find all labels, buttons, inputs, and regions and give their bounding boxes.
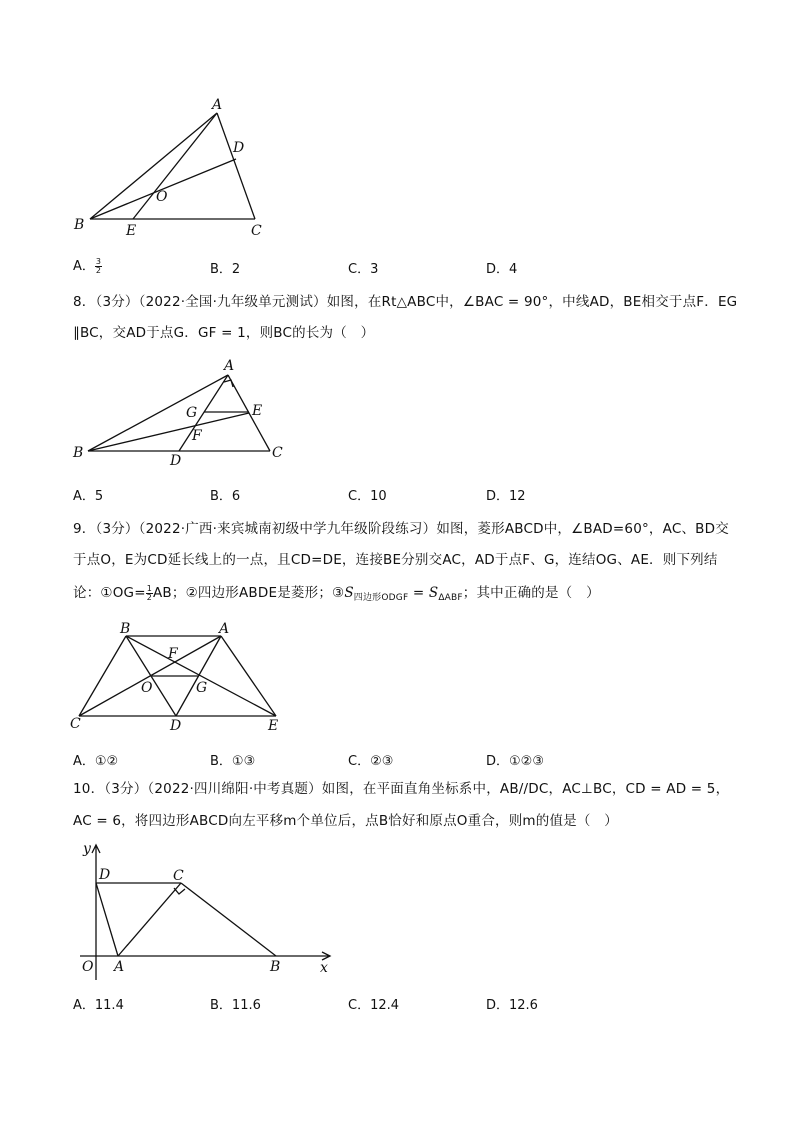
q10-option-a[interactable]: A．11.4: [73, 998, 124, 1013]
q10-option-b[interactable]: B．11.6: [210, 998, 261, 1013]
q7-label-C: C: [251, 223, 262, 239]
q8-option-c[interactable]: C．10: [348, 489, 387, 504]
q9-label-O: O: [141, 680, 153, 696]
q7-option-a[interactable]: A． $\frac{3}{2}$: [73, 257, 101, 275]
q8-option-b[interactable]: B．6: [210, 489, 241, 504]
q9-label-F: F: [168, 646, 178, 662]
q9-label-G: G: [196, 680, 208, 696]
q7-label-O: O: [156, 189, 168, 205]
q10-label-y: y: [83, 841, 91, 857]
q7-label-B: B: [74, 217, 85, 233]
q9-label-C: C: [70, 716, 81, 732]
q10-label-D: D: [99, 867, 111, 883]
q7-option-a-fraction: $\frac{3}{2}$: [95, 257, 101, 275]
q10-option-d[interactable]: D．12.6: [486, 998, 538, 1013]
q8-option-a[interactable]: A．5: [73, 489, 104, 504]
q10-stem-line2: AC = 6，将四边形ABCD向左平移m个单位后，点B恰好和原点O重合，则m的值是（ ）: [73, 813, 618, 829]
q10-label-C: C: [173, 868, 184, 884]
q8-label-B: B: [73, 445, 84, 461]
q9-label-E: E: [268, 718, 279, 734]
q9-fraction-half: $\frac{1}{2}$: [146, 583, 152, 602]
q10-option-c[interactable]: C．12.4: [348, 998, 400, 1013]
q8-stem-line2: ∥BC，交AD于点G．GF = 1，则BC的长为（ ）: [73, 325, 375, 341]
q9-label-A: A: [219, 621, 230, 637]
q8-label-D: D: [170, 453, 182, 469]
q9-label-B: B: [120, 621, 131, 637]
q10-label-A: A: [114, 959, 125, 975]
q7-label-A: A: [212, 97, 223, 113]
q7-option-b[interactable]: B．2: [210, 262, 241, 277]
q8-label-F: F: [192, 428, 202, 444]
q9-stem-line2: 于点O，E为CD延长线上的一点，且CD=DE，连接BE分别交AC，AD于点F、G，连结OG、AE．则下列结: [73, 552, 718, 568]
q7-label-E: E: [126, 223, 137, 239]
q8-label-C: C: [272, 445, 283, 461]
q8-stem-line1: 8．（3分）（2022·全国·九年级单元测试）如图，在Rt△ABC中，∠BAC = 90°，中线AD，BE相交于点F．EG: [73, 294, 738, 310]
q8-label-A: A: [224, 358, 235, 374]
q9-option-d[interactable]: D．①②③: [486, 754, 544, 769]
q8-label-G: G: [186, 405, 198, 421]
q9-option-a[interactable]: A．①②: [73, 754, 119, 769]
q7-label-D: D: [233, 140, 245, 156]
q7-option-d[interactable]: D．4: [486, 262, 518, 277]
q10-stem-line1: 10．（3分）（2022·四川绵阳·中考真题）如图，在平面直角坐标系中，AB//DC，AC⊥BC，CD = AD = 5，: [73, 781, 730, 797]
q9-stem-line1: 9．（3分）（2022·广西·来宾城南初级中学九年级阶段练习）如图，菱形ABCD中，∠BAD=60°，AC、BD交: [73, 521, 729, 537]
q8-option-d[interactable]: D．12: [486, 489, 526, 504]
q10-label-B: B: [270, 959, 281, 975]
q9-option-b[interactable]: B．①③: [210, 754, 256, 769]
q8-label-E: E: [252, 403, 263, 419]
q9-stem-line3: 论：①OG= $\frac{1}{2}$ AB；②四边形ABDE是菱形；$③S_{四边形ODGF} = S_{\Delta ABF}$；其中正确的是（ ）: [73, 583, 600, 603]
q10-label-O: O: [82, 959, 94, 975]
q9-option-c[interactable]: C．②③: [348, 754, 394, 769]
q9-label-D: D: [170, 718, 182, 734]
q10-label-x: x: [320, 960, 328, 976]
q7-option-c[interactable]: C．3: [348, 262, 379, 277]
